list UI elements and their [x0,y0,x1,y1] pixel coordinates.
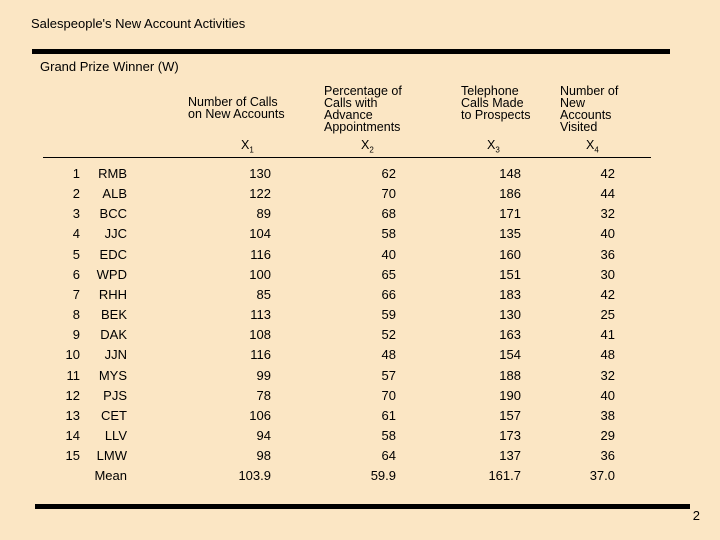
value-x3: 137 [499,448,521,463]
value-x2: 52 [381,327,396,342]
mean-label: Mean [94,468,127,483]
salesperson-code: BEK [100,307,127,322]
symbol-letter: X [586,138,595,152]
header-x2-line: Percentage of [324,84,402,98]
value-x2: 68 [381,206,396,221]
header-x3 [461,85,561,121]
value-x1: 130 [249,166,271,181]
salesperson-code: RHH [98,287,127,302]
value-x4: 40 [600,226,615,241]
value-x2: 58 [381,226,396,241]
symbol-x2 [361,138,374,155]
value-x1: 104 [249,226,271,241]
value-x1: 108 [249,327,271,342]
value-x4: 29 [600,428,615,443]
value-x2: 40 [381,247,396,262]
page-number: 2 [692,508,700,523]
value-x4: 42 [600,166,615,181]
row-number: 11 [66,368,80,383]
value-x3: 148 [499,166,521,181]
symbol-letter: X [487,138,496,152]
header-x2-line: Advance [324,108,373,122]
row-number: 8 [72,307,80,322]
value-x4: 30 [600,267,615,282]
symbol-subscript: 3 [495,145,500,155]
header-x2-line: Appointments [324,120,401,134]
header-x3-line: Telephone [461,84,519,98]
header-x2 [324,85,434,133]
header-x1-line: Number of Calls [188,95,278,109]
value-x3: 135 [499,226,521,241]
mean-x1: 103.9 [238,468,271,483]
row-number: 7 [72,287,80,302]
value-x1: 94 [256,428,271,443]
value-x1: 116 [250,247,271,262]
salesperson-code: JJN [104,347,127,362]
value-x4: 40 [600,388,615,403]
value-x4: 38 [600,408,615,423]
salesperson-code: JJC [104,226,127,241]
header-x4-line: Accounts [560,108,612,122]
header-x4-line: Visited [560,120,598,134]
row-number: 13 [65,408,80,423]
value-x2: 66 [381,287,396,302]
value-x2: 65 [381,267,396,282]
value-x3: 160 [499,247,521,262]
symbol-subscript: 1 [249,145,254,155]
value-x1: 99 [256,368,271,383]
page-title: Salespeople's New Account Activities [31,16,246,31]
value-x3: 173 [499,428,521,443]
value-x2: 70 [381,388,396,403]
salesperson-code: WPD [96,267,127,282]
value-x3: 163 [499,327,521,342]
row-number: 12 [65,388,80,403]
value-x2: 61 [381,408,396,423]
header-divider [43,157,651,158]
value-x3: 190 [499,388,521,403]
row-number: 2 [72,186,80,201]
value-x3: 171 [499,206,521,221]
salesperson-code: LLV [104,428,127,443]
value-x2: 57 [381,368,396,383]
value-x1: 113 [250,307,271,322]
salesperson-code: LMW [96,448,127,463]
value-x1: 89 [256,206,271,221]
value-x4: 42 [600,287,615,302]
symbol-x1 [241,138,254,155]
row-number: 10 [65,347,80,362]
value-x3: 186 [499,186,521,201]
salesperson-code: ALB [102,186,127,201]
value-x3: 130 [499,307,521,322]
value-x2: 58 [381,428,396,443]
value-x2: 59 [381,307,396,322]
salesperson-code: RMB [98,166,127,181]
value-x4: 25 [600,307,615,322]
value-x3: 157 [499,408,521,423]
value-x1: 85 [256,287,271,302]
header-x1 [188,96,308,120]
symbol-x4 [586,138,599,155]
row-number: 15 [65,448,80,463]
salesperson-code: BCC [99,206,127,221]
value-x2: 48 [381,347,396,362]
symbol-x3 [487,138,500,155]
header-x4 [560,85,650,133]
value-x3: 188 [499,368,521,383]
value-x4: 48 [600,347,615,362]
header-x2-line: Calls with [324,96,378,110]
header-x1-line: on New Accounts [188,107,285,121]
value-x1: 98 [256,448,271,463]
symbol-letter: X [361,138,370,152]
table-subtitle: Grand Prize Winner (W) [40,59,179,74]
row-number: 14 [65,428,80,443]
top-rule [32,49,670,54]
mean-x2: 59.9 [370,468,396,483]
value-x1: 122 [249,186,271,201]
value-x2: 62 [381,166,396,181]
salesperson-code: EDC [99,247,127,262]
value-x3: 154 [499,347,521,362]
row-number: 3 [72,206,80,221]
value-x1: 100 [249,267,271,282]
salesperson-code: CET [101,408,127,423]
value-x2: 64 [381,448,396,463]
header-x4-line: New [560,96,586,110]
mean-x4: 37.0 [589,468,615,483]
header-x3-line: to Prospects [461,108,531,122]
value-x2: 70 [381,186,396,201]
value-x4: 36 [600,448,615,463]
salesperson-code: PJS [103,388,127,403]
salesperson-code: MYS [98,368,127,383]
value-x1: 78 [256,388,271,403]
symbol-subscript: 4 [594,145,599,155]
value-x4: 32 [600,206,615,221]
bottom-rule [35,504,690,509]
value-x1: 116 [250,347,271,362]
row-number: 5 [72,247,80,262]
row-number: 1 [72,166,80,181]
row-number: 9 [72,327,80,342]
value-x3: 151 [499,267,521,282]
row-number: 6 [72,267,80,282]
symbol-letter: X [241,138,250,152]
value-x4: 36 [600,247,615,262]
mean-x3: 161.7 [488,468,521,483]
value-x4: 32 [600,368,615,383]
value-x3: 183 [499,287,521,302]
value-x4: 41 [600,327,615,342]
row-number: 4 [72,226,80,241]
header-x4-line: Number of [560,84,619,98]
header-x3-line: Calls Made [461,96,524,110]
symbol-subscript: 2 [369,145,374,155]
salesperson-code: DAK [100,327,127,342]
value-x1: 106 [249,408,271,423]
value-x4: 44 [600,186,615,201]
